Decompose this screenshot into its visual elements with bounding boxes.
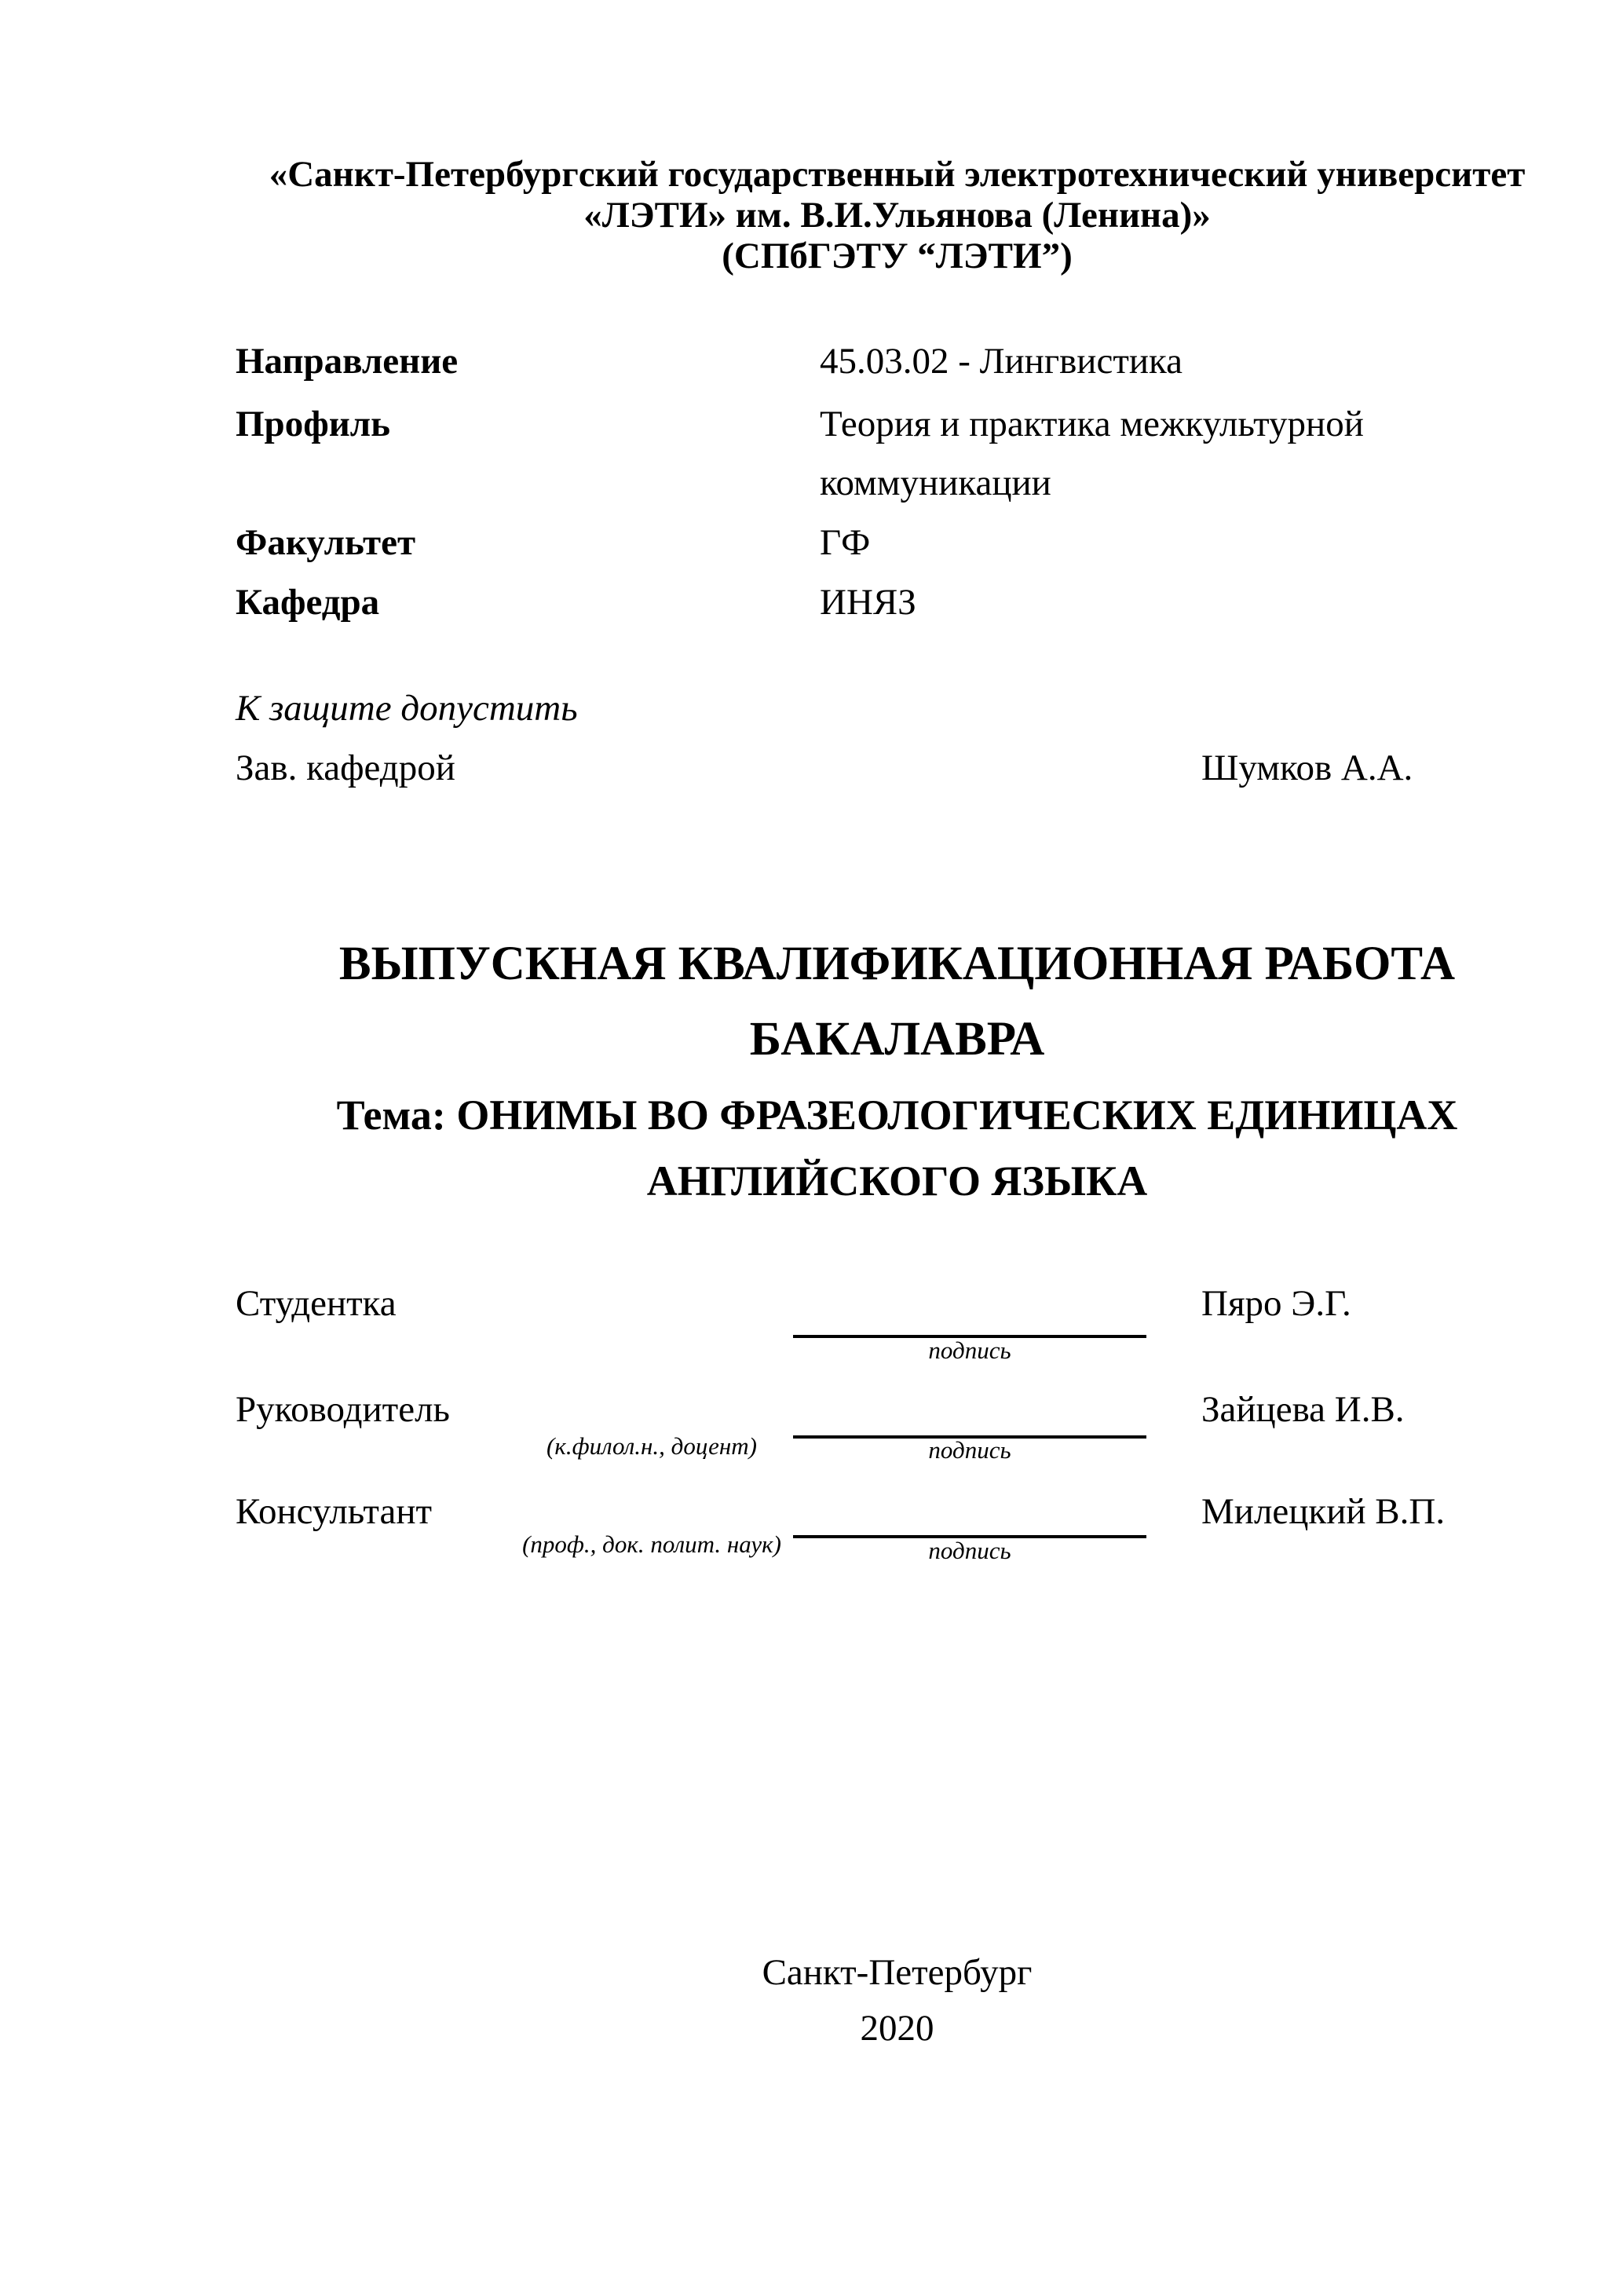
field-label-direction: Направление — [236, 341, 459, 382]
university-name-line-1: «Санкт-Петербургский государственный электротехнический университет — [269, 154, 1526, 195]
theme-line-1: Тема: ОНИМЫ ВО ФРАЗЕОЛОГИЧЕСКИХ ЕДИНИЦАХ — [336, 1091, 1458, 1139]
field-value-direction: 45.03.02 - Лингвистика — [820, 341, 1183, 382]
field-value-department: ИНЯЗ — [820, 582, 916, 623]
field-label-department: Кафедра — [236, 582, 380, 623]
signature-name-supervisor: Зайцева И.В. — [1201, 1389, 1405, 1430]
department-head-label: Зав. кафедрой — [236, 748, 455, 788]
signature-name-student: Пяро Э.Г. — [1201, 1283, 1351, 1324]
field-label-faculty: Факультет — [236, 522, 416, 563]
signature-name-consultant: Милецкий В.П. — [1201, 1491, 1446, 1532]
signature-role-consultant: Консультант — [236, 1491, 433, 1532]
university-name-line-2: «ЛЭТИ» им. В.И.Ульянова (Ленина)» — [583, 195, 1211, 236]
work-title-line-2: БАКАЛАВРА — [749, 1013, 1045, 1066]
work-title-line-1: ВЫПУСКНАЯ КВАЛИФИКАЦИОННАЯ РАБОТА — [338, 938, 1456, 990]
footer-city: Санкт-Петербург — [762, 1952, 1033, 1993]
signature-caption: подпись — [928, 1336, 1011, 1364]
department-head-name: Шумков А.А. — [1201, 748, 1413, 788]
signature-qualification-consultant: (проф., док. полит. наук) — [522, 1530, 781, 1558]
footer-year: 2020 — [860, 2008, 934, 2049]
theme-line-2: АНГЛИЙСКОГО ЯЗЫКА — [646, 1157, 1148, 1205]
signature-caption: подпись — [928, 1537, 1011, 1564]
field-value-faculty: ГФ — [820, 522, 871, 563]
signature-role-student: Студентка — [236, 1283, 397, 1324]
field-label-profile: Профиль — [236, 404, 391, 444]
signature-qualification-supervisor: (к.филол.н., доцент) — [546, 1432, 757, 1460]
university-abbreviation: (СПбГЭТУ “ЛЭТИ”) — [722, 236, 1073, 276]
admission-note: К защите допустить — [236, 688, 578, 729]
university-header — [236, 154, 1559, 276]
signature-caption: подпись — [928, 1436, 1011, 1464]
field-value-profile: Теория и практика межкультурной — [820, 404, 1364, 444]
signature-role-supervisor: Руководитель — [236, 1389, 450, 1430]
field-value-profile-wrap: коммуникации — [820, 462, 1051, 503]
